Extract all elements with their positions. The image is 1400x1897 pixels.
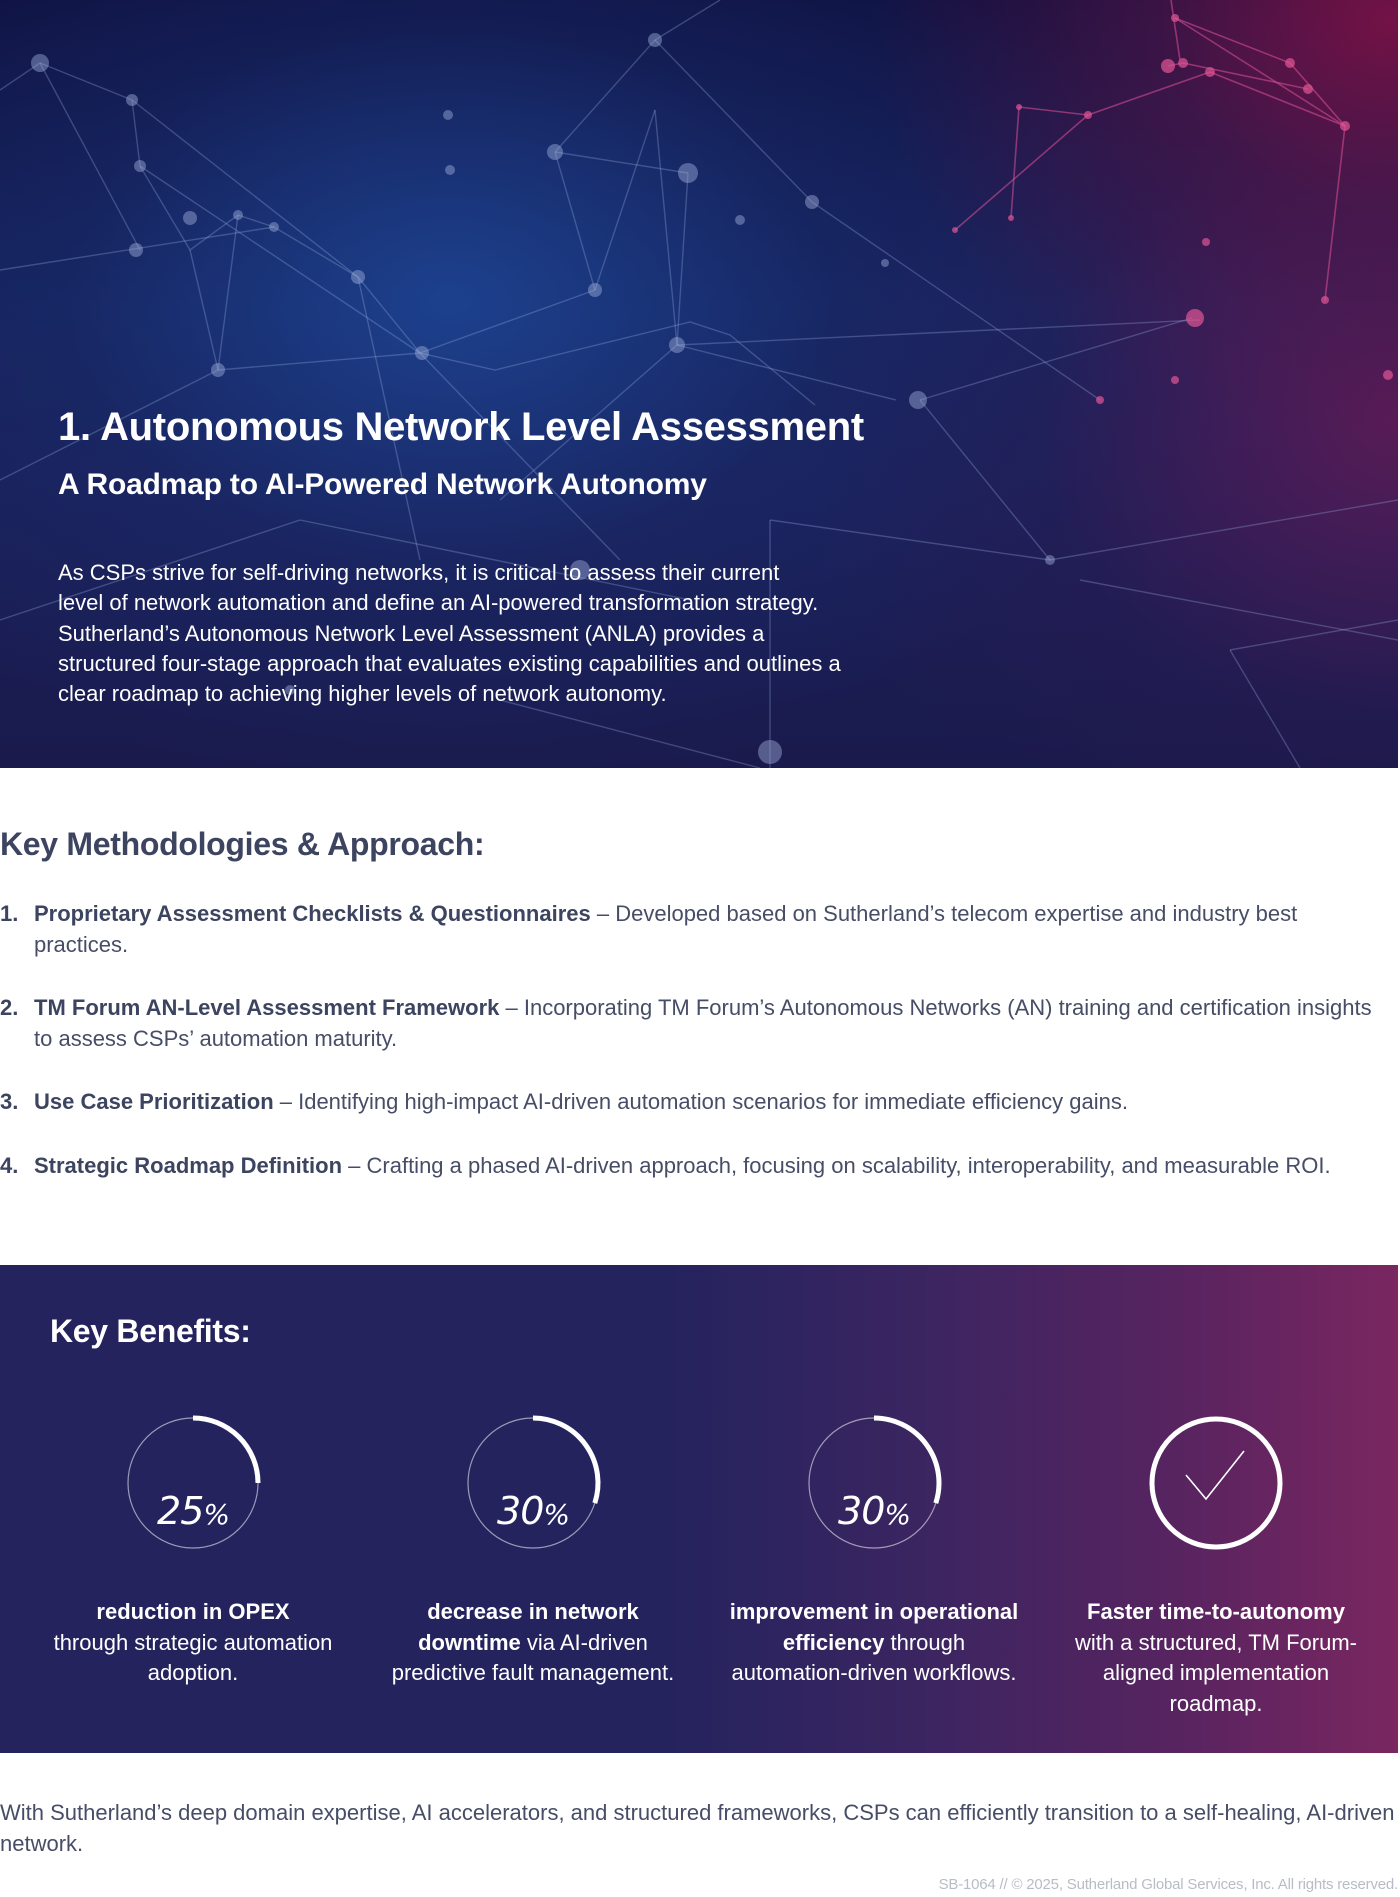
- methodology-description: – Incorporating TM Forum’s Autonomous Networks (AN) training and certification insights to assess CSPs’ automation maturity.: [34, 995, 1372, 1051]
- benefit-detail: via AI-driven predictive fault management.: [391, 1629, 675, 1685]
- stat-value: [43, 1489, 343, 1533]
- benefit-highlight: reduction in OPEX: [96, 1599, 290, 1624]
- page-subtitle: A Roadmap to AI-Powered Network Autonomy: [58, 468, 707, 501]
- benefit-description: [1066, 1597, 1366, 1719]
- item-number: 2.: [0, 995, 19, 1020]
- benefit-card: [43, 1413, 343, 1689]
- methodology-description: – Crafting a phased AI-driven approach, focusing on scalability, interoperability, and measurable ROI.: [342, 1152, 1331, 1178]
- stat-value: [724, 1489, 1024, 1533]
- benefit-description: [724, 1597, 1024, 1689]
- methodology-item: [0, 1087, 1395, 1118]
- methodology-title: TM Forum AN-Level Assessment Framework: [34, 995, 500, 1020]
- benefit-card: [383, 1413, 683, 1689]
- closing-paragraph: With Sutherland’s deep domain expertise, AI accelerators, and structured frameworks, CSPs can efficiently transition to a self-healing, AI-driven network.: [0, 1800, 1395, 1856]
- methodology-title: Use Case Prioritization: [34, 1089, 274, 1114]
- intro-line: Sutherland’s Autonomous Network Level Assessment (ANLA) provides a: [58, 620, 765, 646]
- benefit-card: [724, 1413, 1024, 1689]
- benefit-highlight: decrease in network downtime: [418, 1599, 639, 1655]
- intro-line: As CSPs strive for self-driving networks, it is critical to assess their current: [58, 560, 780, 585]
- intro-line: structured four-stage approach that evaluates existing capabilities and outlines a: [58, 650, 841, 676]
- intro-line: clear roadmap to achieving higher levels of network autonomy.: [58, 681, 667, 707]
- benefits-heading: Key Benefits:: [50, 1313, 251, 1349]
- methodology-item: [0, 993, 1395, 1054]
- methodology-description: – Developed based on Sutherland’s telecom expertise and industry best practices.: [34, 901, 1298, 957]
- intro-line: level of network automation and define an AI-powered transformation strategy.: [58, 590, 819, 616]
- methodology-item: [0, 1151, 1395, 1182]
- page-title: 1. Autonomous Network Level Assessment: [58, 405, 864, 449]
- benefit-description: [43, 1597, 343, 1689]
- benefit-card: [1066, 1413, 1366, 1719]
- intro-paragraph: [58, 558, 958, 709]
- benefit-highlight: Faster time-to-autonomy: [1087, 1599, 1345, 1624]
- copyright-footer: SB-1064 // © 2025, Sutherland Global Services, Inc. All rights reserved.: [938, 1876, 1398, 1893]
- item-number: 3.: [0, 1089, 19, 1114]
- stat-number: 30: [497, 1489, 544, 1533]
- item-number: 1.: [0, 901, 19, 926]
- benefits-section: [0, 1265, 1398, 1753]
- methodology-item: [0, 899, 1395, 960]
- benefit-detail: with a structured, TM Forum-aligned implementation roadmap.: [1075, 1629, 1357, 1716]
- stat-number: 25: [157, 1489, 204, 1533]
- stat-unit: %: [203, 1498, 229, 1531]
- stat-unit: %: [543, 1498, 569, 1531]
- methodologies-heading: Key Methodologies & Approach:: [0, 826, 485, 862]
- hero-banner: [0, 0, 1398, 768]
- benefit-detail: through automation-driven workflows.: [731, 1629, 1017, 1685]
- methodology-title: Proprietary Assessment Checklists & Questionnaires: [34, 901, 591, 926]
- checkmark-circle-icon: [1146, 1413, 1286, 1553]
- stat-value: [383, 1489, 683, 1533]
- benefit-description: [383, 1597, 683, 1689]
- methodology-description: – Identifying high-impact AI-driven automation scenarios for immediate efficiency gains.: [273, 1089, 1128, 1114]
- stat-number: 30: [838, 1489, 885, 1533]
- methodology-title: Strategic Roadmap Definition: [34, 1152, 343, 1178]
- benefit-highlight: improvement in operational efficiency: [729, 1599, 1019, 1655]
- stat-unit: %: [884, 1498, 910, 1531]
- benefit-detail: through strategic automation adoption.: [53, 1629, 333, 1685]
- methodologies-list: [0, 899, 1395, 1214]
- item-number: 4.: [0, 1152, 19, 1178]
